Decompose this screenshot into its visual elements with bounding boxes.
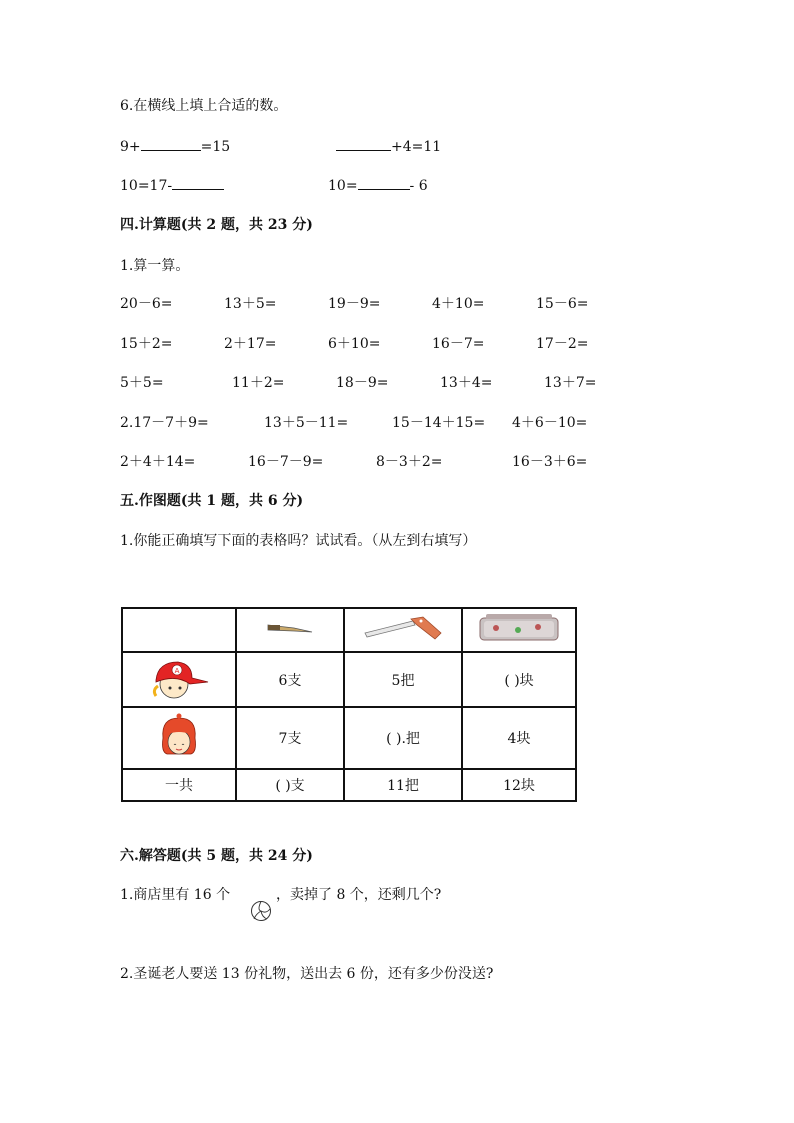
question-title: 1.算一算。 bbox=[120, 258, 190, 274]
calc-item: 5＋5= bbox=[120, 375, 164, 391]
answer-blank[interactable] bbox=[336, 138, 391, 151]
table-cell[interactable]: 11把 bbox=[344, 769, 462, 801]
pen-icon bbox=[264, 619, 316, 637]
fill-table bbox=[121, 607, 577, 802]
q6-title: 6.在横线上填上合适的数。 bbox=[120, 98, 288, 114]
word-problem: 2.圣诞老人要送 13 份礼物，送出去 6 份，还有多少份没送? bbox=[120, 966, 494, 982]
table-total-row bbox=[122, 769, 576, 801]
table-cell[interactable]: ( ).把 bbox=[344, 707, 462, 769]
expr-prefix: 10=17- bbox=[120, 178, 173, 194]
expr-suffix: - 6 bbox=[409, 178, 428, 194]
table-cell[interactable]: ( )支 bbox=[236, 769, 344, 801]
calc-item: 2.17－7＋9= bbox=[120, 415, 209, 431]
expr-prefix: 10= bbox=[328, 178, 358, 194]
table-cell[interactable]: ( )块 bbox=[462, 652, 576, 707]
problem-text-end: ，卖掉了 8 个，还剩几个? bbox=[276, 887, 442, 903]
calc-item: 20－6= bbox=[120, 296, 173, 312]
calc-item: 13＋5－11= bbox=[264, 415, 349, 431]
table-cell[interactable]: 5把 bbox=[344, 652, 462, 707]
calc-item: 18－9= bbox=[336, 375, 389, 391]
row-label-cell: 一共 bbox=[122, 769, 236, 801]
expr-suffix: =15 bbox=[200, 139, 231, 155]
expr-prefix: 9+ bbox=[120, 139, 141, 155]
header-cell bbox=[236, 608, 344, 652]
table-corner-cell bbox=[122, 608, 236, 652]
calc-item: 8－3＋2= bbox=[376, 454, 443, 470]
table-cell[interactable]: 6支 bbox=[236, 652, 344, 707]
table-row bbox=[122, 707, 576, 769]
table-cell[interactable]: 12块 bbox=[462, 769, 576, 801]
calc-item: 6＋10= bbox=[328, 336, 381, 352]
question-title: 1.你能正确填写下面的表格吗？试试看。（从左到右填写） bbox=[120, 533, 477, 549]
volleyball-icon bbox=[250, 900, 272, 922]
calc-item: 15－6= bbox=[536, 296, 589, 312]
calc-item: 4＋10= bbox=[432, 296, 485, 312]
section-heading: 四.计算题(共 2 题，共 23 分) bbox=[120, 217, 313, 233]
calc-item: 17－2= bbox=[536, 336, 589, 352]
eraser-box-icon bbox=[478, 612, 560, 644]
section-heading: 五.作图题(共 1 题，共 6 分) bbox=[120, 493, 304, 509]
calc-item: 13＋5= bbox=[224, 296, 277, 312]
answer-blank[interactable] bbox=[358, 177, 410, 190]
answer-blank[interactable] bbox=[141, 138, 201, 151]
section-heading: 六.解答题(共 5 题，共 24 分) bbox=[120, 848, 313, 864]
table-header-row bbox=[122, 608, 576, 652]
calc-item: 15－14＋15= bbox=[392, 415, 486, 431]
answer-blank[interactable] bbox=[172, 177, 224, 190]
header-cell bbox=[344, 608, 462, 652]
calc-item: 13＋4= bbox=[440, 375, 493, 391]
calc-item: 2＋17= bbox=[224, 336, 277, 352]
problem-text-start: 1.商店里有 16 个 bbox=[120, 887, 231, 903]
fill-blank-item bbox=[336, 138, 441, 156]
calc-item: 16－7= bbox=[432, 336, 485, 352]
table-cell[interactable]: 7支 bbox=[236, 707, 344, 769]
calc-item: 2＋4＋14= bbox=[120, 454, 196, 470]
expr-suffix: +4=11 bbox=[391, 139, 442, 155]
fill-blank-item bbox=[328, 177, 428, 195]
girl-icon bbox=[157, 712, 201, 760]
svg-text:A: A bbox=[174, 666, 180, 675]
question-number: 2. bbox=[120, 415, 134, 431]
calc-item: 13＋7= bbox=[544, 375, 597, 391]
fill-blank-item bbox=[120, 177, 224, 195]
calc-item: 15＋2= bbox=[120, 336, 173, 352]
row-icon-cell bbox=[122, 652, 236, 707]
calc-item: 16－7－9= bbox=[248, 454, 324, 470]
table-cell[interactable]: 4块 bbox=[462, 707, 576, 769]
calc-item: 16－3＋6= bbox=[512, 454, 588, 470]
table-row bbox=[122, 652, 576, 707]
header-cell bbox=[462, 608, 576, 652]
fill-blank-item bbox=[120, 138, 230, 156]
calc-item: 19－9= bbox=[328, 296, 381, 312]
calc-item: 4＋6－10= bbox=[512, 415, 588, 431]
calc-item: 11＋2= bbox=[232, 375, 285, 391]
boy-cap-icon bbox=[146, 656, 212, 700]
folding-knife-icon bbox=[361, 613, 445, 643]
row-icon-cell bbox=[122, 707, 236, 769]
word-problem bbox=[120, 886, 230, 904]
